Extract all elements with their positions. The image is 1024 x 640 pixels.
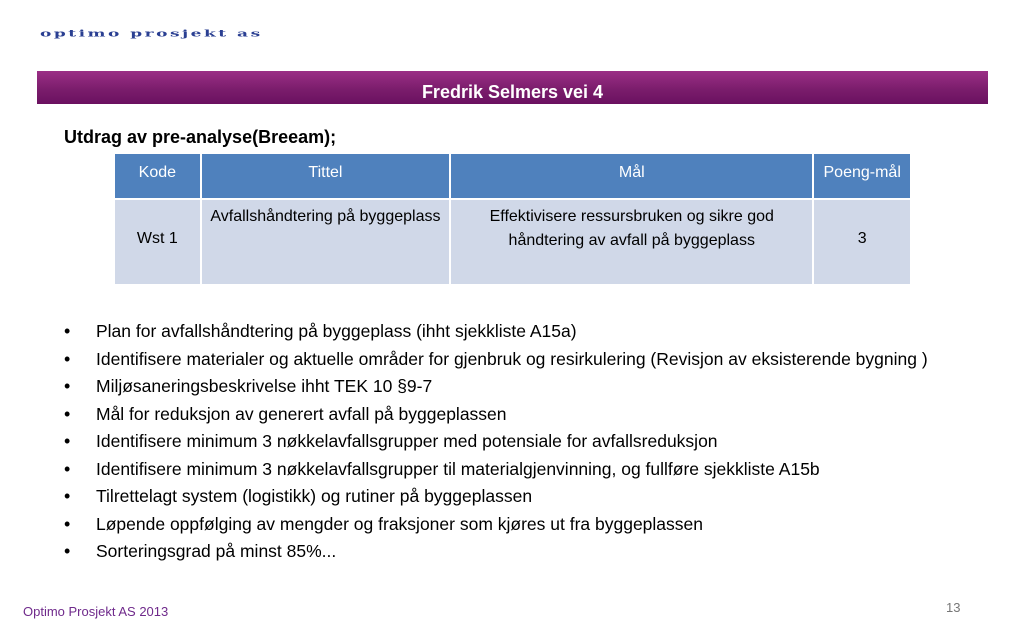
list-item: • Tilrettelagt system (logistikk) og rutiner på byggeplassen [64,483,994,511]
list-item: • Identifisere materialer og aktuelle områder for gjenbruk og resirkulering (Revisjon av eksisterende bygning ) [64,346,994,374]
list-item: • Identifisere minimum 3 nøkkelavfallsgrupper til materialgjenvinning, og fullføre sjekkliste A15b [64,456,994,484]
page-number: 13 [946,600,961,615]
slide-title-bar [37,71,988,104]
cell-tittel: Avfallshåndtering på byggeplass [201,199,450,285]
header-tittel: Tittel [201,153,450,199]
list-item: • Løpende oppfølging av mengder og fraksjoner som kjøres ut fra byggeplassen [64,511,994,539]
header-kode: Kode [114,153,201,199]
requirements-list [64,318,994,566]
list-item: • Mål for reduksjon av generert avfall på byggeplassen [64,401,994,429]
header-poeng: Poeng-mål [813,153,911,199]
list-item: • Miljøsaneringsbeskrivelse ihht TEK 10 §9-7 [64,373,994,401]
table-header-row [114,153,911,199]
company-logo: optimo prosjekt as [40,28,263,39]
section-heading: Utdrag av pre-analyse(Breeam); [64,127,337,147]
list-item: • Identifisere minimum 3 nøkkelavfallsgrupper med potensiale for avfallsreduksjon [64,428,994,456]
table-row [114,199,911,285]
footer-text: Optimo Prosjekt AS 2013 [23,604,169,619]
cell-poeng: 3 [813,199,911,285]
slide-title: Fredrik Selmers vei 4 [421,82,604,102]
cell-maal: Effektivisere ressursbruken og sikre god håndtering av avfall på byggeplass [450,199,813,285]
list-item: • Sorteringsgrad på minst 85%... [64,538,994,566]
list-item: • Plan for avfallshåndtering på byggeplass (ihht sjekkliste A15a) [64,318,994,346]
header-maal: Mål [450,153,813,199]
cell-kode: Wst 1 [114,199,201,285]
pre-analysis-table [113,152,912,286]
